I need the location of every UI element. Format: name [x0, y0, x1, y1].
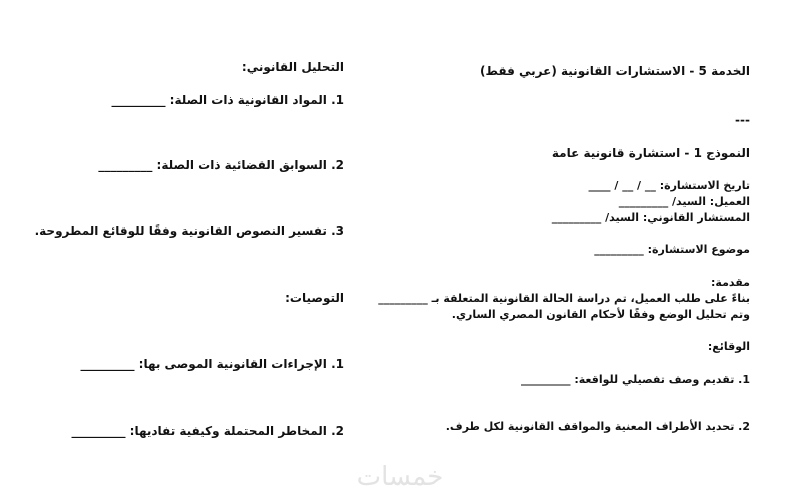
recommendations-item-1: 1. الإجراءات القانونية الموصى بها: _________ — [80, 357, 344, 371]
introduction-heading: مقدمة: — [711, 276, 750, 289]
legal-analysis-item-2: 2. السوابق القضائية ذات الصلة: _________ — [98, 158, 344, 172]
legal-analysis-item-1: 1. المواد القانونية ذات الصلة: _________ — [111, 93, 344, 107]
separator: --- — [735, 113, 750, 127]
introduction-line-1: بناءً على طلب العميل، تم دراسة الحالة القانونية المتعلقة بـ _________ — [378, 292, 750, 305]
client-field: العميل: السيد/ _________ — [618, 195, 750, 208]
consultation-date: تاريخ الاستشارة: __ / __ / ____ — [588, 179, 750, 192]
form-title: النموذج 1 - استشارة قانونية عامة — [551, 146, 750, 160]
watermark-logo: خمسات — [356, 462, 444, 492]
legal-analysis-item-3: 3. تفسير النصوص القانونية وفقًا للوقائع المطروحة. — [34, 224, 344, 238]
recommendations-item-2: 2. المخاطر المحتملة وكيفية تفاديها: _________ — [71, 424, 344, 438]
facts-item-2: 2. تحديد الأطراف المعنية والمواقف القانونية لكل طرف. — [445, 420, 750, 433]
subject-field: موضوع الاستشارة: _________ — [594, 243, 750, 256]
legal-advisor-field: المستشار القانوني: السيد/ _________ — [551, 211, 750, 224]
facts-item-1: 1. تقديم وصف تفصيلي للواقعة: _________ — [521, 373, 750, 386]
service-title: الخدمة 5 - الاستشارات القانونية (عربي فقط) — [480, 64, 750, 78]
recommendations-heading: التوصيات: — [285, 291, 344, 305]
legal-analysis-heading: التحليل القانوني: — [241, 60, 344, 74]
introduction-line-2: وتم تحليل الوضع وفقًا لأحكام القانون المصري الساري. — [451, 308, 750, 321]
facts-heading: الوقائع: — [707, 340, 750, 353]
